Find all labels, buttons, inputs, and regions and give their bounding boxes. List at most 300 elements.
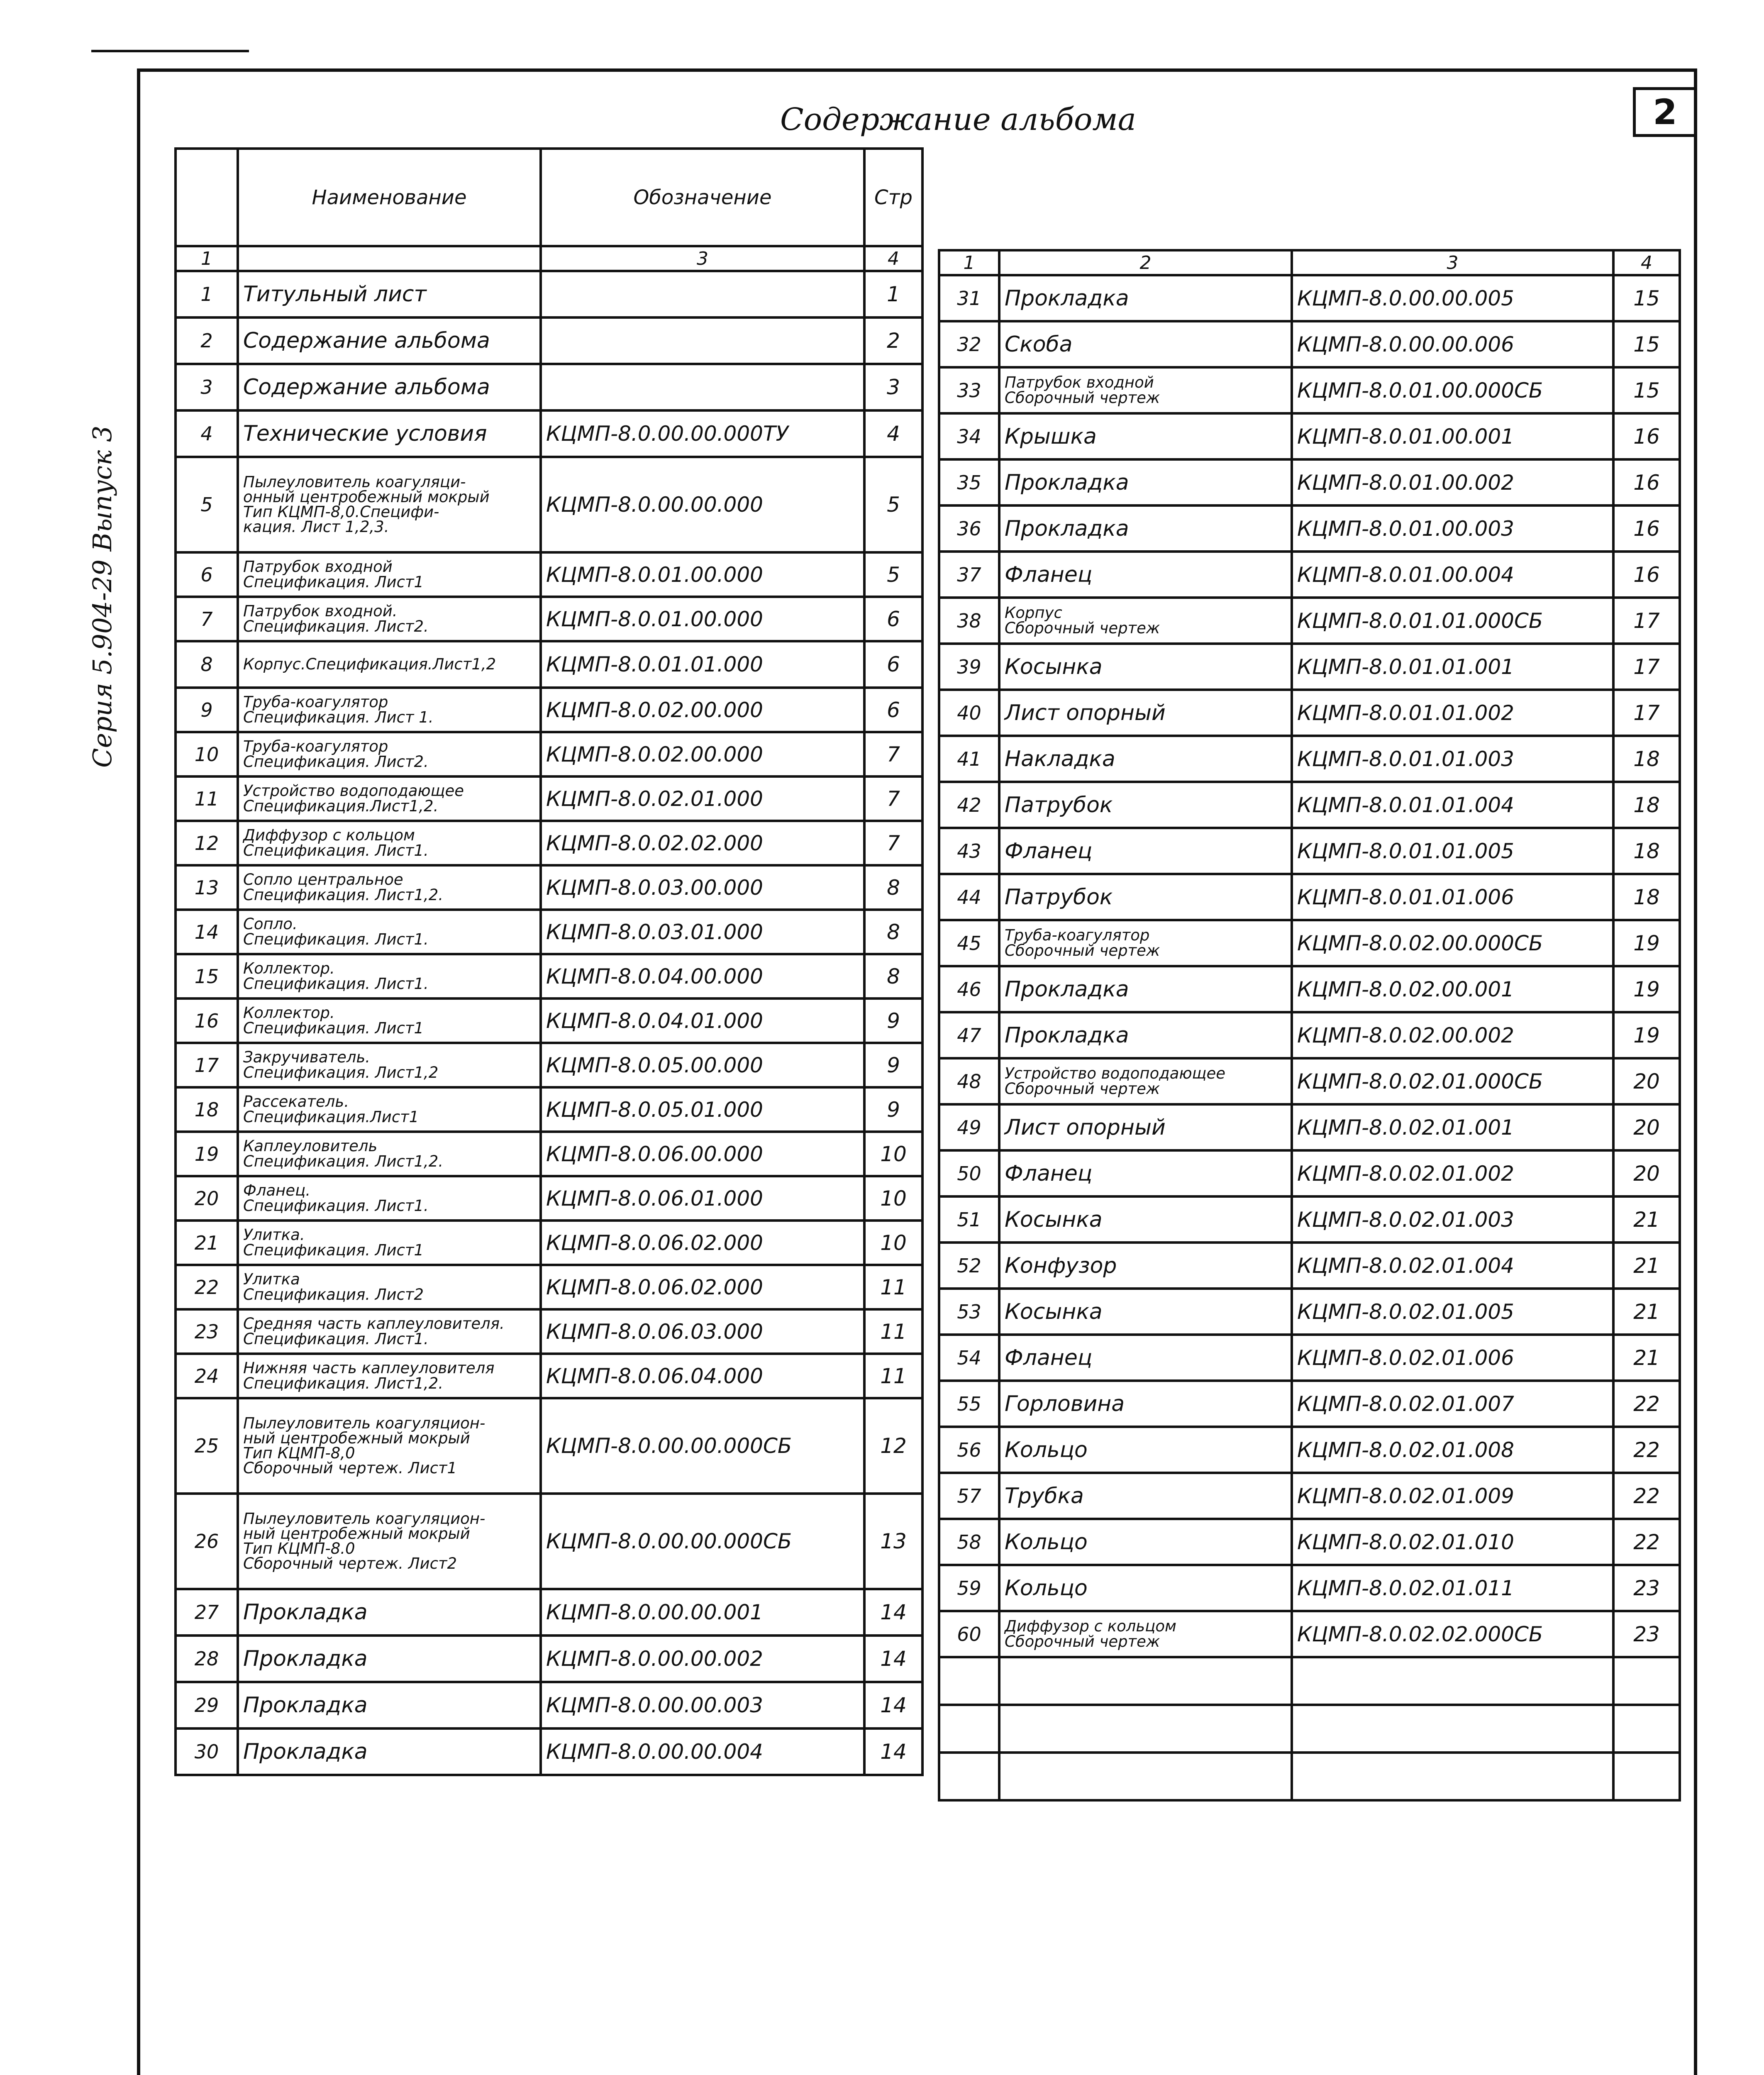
table-row bbox=[176, 1132, 922, 1176]
table-row bbox=[939, 505, 1680, 552]
row-number: 16 bbox=[176, 998, 238, 1043]
item-page: 2 bbox=[864, 317, 922, 364]
item-page: 11 bbox=[864, 1309, 922, 1354]
item-name: Фланец. Спецификация. Лист1. bbox=[238, 1176, 541, 1221]
item-designation: КЦМП-8.0.02.00.000СБ bbox=[1292, 920, 1613, 966]
empty-row bbox=[939, 1705, 1680, 1753]
item-designation bbox=[541, 271, 864, 317]
row-number: 49 bbox=[939, 1104, 999, 1150]
row-number: 27 bbox=[176, 1589, 238, 1636]
row-number: 29 bbox=[176, 1682, 238, 1728]
row-number: 32 bbox=[939, 321, 999, 367]
item-designation: КЦМП-8.0.01.01.005 bbox=[1292, 828, 1613, 874]
row-number: 48 bbox=[939, 1058, 999, 1104]
item-page: 3 bbox=[864, 364, 922, 410]
item-designation: КЦМП-8.0.00.00.002 bbox=[541, 1636, 864, 1682]
row-number: 23 bbox=[176, 1309, 238, 1354]
contents-table-left bbox=[174, 147, 924, 1776]
table-row bbox=[939, 1243, 1680, 1289]
row-number: 53 bbox=[939, 1289, 999, 1335]
table-row bbox=[176, 597, 922, 641]
item-designation: КЦМП-8.0.02.02.000 bbox=[541, 821, 864, 865]
table-row bbox=[939, 828, 1680, 874]
table-row bbox=[176, 688, 922, 732]
table-row bbox=[939, 644, 1680, 690]
item-designation: КЦМП-8.0.01.01.006 bbox=[1292, 874, 1613, 920]
empty-cell bbox=[1613, 1753, 1680, 1800]
item-designation: КЦМП-8.0.00.00.000СБ bbox=[541, 1398, 864, 1494]
table-row bbox=[176, 1309, 922, 1354]
item-page: 10 bbox=[864, 1132, 922, 1176]
item-name: Фланец bbox=[999, 828, 1292, 874]
item-page: 11 bbox=[864, 1265, 922, 1309]
row-number: 52 bbox=[939, 1243, 999, 1289]
table-row bbox=[939, 1565, 1680, 1611]
item-name: Технические условия bbox=[238, 410, 541, 457]
item-name: Корпус Сборочный чертеж bbox=[999, 598, 1292, 644]
row-number: 22 bbox=[176, 1265, 238, 1309]
table-row bbox=[176, 317, 922, 364]
item-name: Кольцо bbox=[999, 1427, 1292, 1473]
item-page: 23 bbox=[1613, 1611, 1680, 1657]
empty-cell bbox=[1292, 1657, 1613, 1705]
table-row bbox=[939, 1104, 1680, 1150]
item-name: Прокладка bbox=[238, 1589, 541, 1636]
table-row bbox=[176, 821, 922, 865]
item-page: 8 bbox=[864, 865, 922, 910]
item-page: 9 bbox=[864, 998, 922, 1043]
col-number: 3 bbox=[1292, 250, 1613, 275]
table-row bbox=[176, 1221, 922, 1265]
table-row bbox=[939, 1335, 1680, 1381]
item-page: 15 bbox=[1613, 321, 1680, 367]
row-number: 41 bbox=[939, 736, 999, 782]
column-number-row bbox=[939, 250, 1680, 275]
item-name: Труба-коагулятор Спецификация. Лист2. bbox=[238, 732, 541, 776]
header-code: Обозначение bbox=[541, 149, 864, 246]
item-name: Лист опорный bbox=[999, 690, 1292, 736]
item-page: 22 bbox=[1613, 1519, 1680, 1565]
row-number: 57 bbox=[939, 1473, 999, 1519]
item-designation: КЦМП-8.0.06.03.000 bbox=[541, 1309, 864, 1354]
table-row bbox=[176, 271, 922, 317]
item-name: Прокладка bbox=[999, 505, 1292, 552]
item-page: 5 bbox=[864, 457, 922, 552]
table-row bbox=[176, 1636, 922, 1682]
item-page: 8 bbox=[864, 954, 922, 998]
item-designation: КЦМП-8.0.02.01.001 bbox=[1292, 1104, 1613, 1150]
table-row bbox=[939, 1058, 1680, 1104]
row-number: 24 bbox=[176, 1354, 238, 1398]
item-name: Скоба bbox=[999, 321, 1292, 367]
empty-cell bbox=[1613, 1657, 1680, 1705]
row-number: 46 bbox=[939, 966, 999, 1012]
item-page: 19 bbox=[1613, 966, 1680, 1012]
item-page: 15 bbox=[1613, 275, 1680, 321]
item-page: 21 bbox=[1613, 1243, 1680, 1289]
table-row bbox=[939, 920, 1680, 966]
table-row bbox=[176, 998, 922, 1043]
row-number: 33 bbox=[939, 367, 999, 413]
col-number: 1 bbox=[939, 250, 999, 275]
table-row bbox=[176, 1494, 922, 1589]
item-page: 14 bbox=[864, 1636, 922, 1682]
col-number: 2 bbox=[999, 250, 1292, 275]
row-number: 44 bbox=[939, 874, 999, 920]
item-page: 1 bbox=[864, 271, 922, 317]
item-page: 22 bbox=[1613, 1427, 1680, 1473]
empty-cell bbox=[999, 1705, 1292, 1753]
item-page: 8 bbox=[864, 910, 922, 954]
item-designation: КЦМП-8.0.00.00.000СБ bbox=[541, 1494, 864, 1589]
row-number: 45 bbox=[939, 920, 999, 966]
row-number: 58 bbox=[939, 1519, 999, 1565]
row-number: 2 bbox=[176, 317, 238, 364]
item-page: 14 bbox=[864, 1589, 922, 1636]
row-number: 43 bbox=[939, 828, 999, 874]
item-page: 14 bbox=[864, 1728, 922, 1775]
row-number: 40 bbox=[939, 690, 999, 736]
row-number: 1 bbox=[176, 271, 238, 317]
table-row bbox=[176, 776, 922, 821]
item-designation: КЦМП-8.0.01.01.001 bbox=[1292, 644, 1613, 690]
empty-row bbox=[939, 1753, 1680, 1800]
row-number: 26 bbox=[176, 1494, 238, 1589]
table-row bbox=[939, 1381, 1680, 1427]
item-name: Косынка bbox=[999, 644, 1292, 690]
row-number: 14 bbox=[176, 910, 238, 954]
table-row bbox=[939, 782, 1680, 828]
item-page: 17 bbox=[1613, 644, 1680, 690]
table-row bbox=[176, 1043, 922, 1087]
item-designation: КЦМП-8.0.02.01.009 bbox=[1292, 1473, 1613, 1519]
item-designation: КЦМП-8.0.02.01.011 bbox=[1292, 1565, 1613, 1611]
row-number: 21 bbox=[176, 1221, 238, 1265]
item-page: 16 bbox=[1613, 505, 1680, 552]
item-name: Патрубок входной Спецификация. Лист1 bbox=[238, 552, 541, 597]
item-name: Корпус.Спецификация.Лист1,2 bbox=[238, 641, 541, 688]
table-row bbox=[176, 732, 922, 776]
item-name: Фланец bbox=[999, 552, 1292, 598]
item-designation: КЦМП-8.0.01.01.000 bbox=[541, 641, 864, 688]
item-designation: КЦМП-8.0.06.04.000 bbox=[541, 1354, 864, 1398]
item-name: Устройство водоподающее Сборочный чертеж bbox=[999, 1058, 1292, 1104]
item-designation: КЦМП-8.0.01.01.002 bbox=[1292, 690, 1613, 736]
row-number: 35 bbox=[939, 459, 999, 505]
row-number: 54 bbox=[939, 1335, 999, 1381]
item-name: Фланец bbox=[999, 1335, 1292, 1381]
row-number: 12 bbox=[176, 821, 238, 865]
item-designation: КЦМП-8.0.01.00.000 bbox=[541, 552, 864, 597]
item-name: Патрубок bbox=[999, 874, 1292, 920]
item-name: Крышка bbox=[999, 413, 1292, 459]
item-page: 7 bbox=[864, 776, 922, 821]
item-designation: КЦМП-8.0.02.01.006 bbox=[1292, 1335, 1613, 1381]
item-name: Патрубок bbox=[999, 782, 1292, 828]
col-number: 1 bbox=[176, 246, 238, 271]
item-name: Прокладка bbox=[238, 1728, 541, 1775]
item-name: Коллектор. Спецификация. Лист1. bbox=[238, 954, 541, 998]
item-page: 10 bbox=[864, 1221, 922, 1265]
table-row bbox=[939, 690, 1680, 736]
item-page: 20 bbox=[1613, 1150, 1680, 1196]
item-name: Прокладка bbox=[999, 459, 1292, 505]
row-number: 19 bbox=[176, 1132, 238, 1176]
item-page: 15 bbox=[1613, 367, 1680, 413]
item-page: 10 bbox=[864, 1176, 922, 1221]
row-number: 13 bbox=[176, 865, 238, 910]
item-designation: КЦМП-8.0.02.01.007 bbox=[1292, 1381, 1613, 1427]
empty-cell bbox=[999, 1753, 1292, 1800]
item-name: Труба-коагулятор Сборочный чертеж bbox=[999, 920, 1292, 966]
item-name: Фланец bbox=[999, 1150, 1292, 1196]
item-page: 14 bbox=[864, 1682, 922, 1728]
item-designation: КЦМП-8.0.01.00.000 bbox=[541, 597, 864, 641]
table-row bbox=[176, 457, 922, 552]
item-designation: КЦМП-8.0.01.00.002 bbox=[1292, 459, 1613, 505]
item-page: 9 bbox=[864, 1087, 922, 1132]
table-row bbox=[176, 1589, 922, 1636]
empty-cell bbox=[939, 1705, 999, 1753]
item-designation: КЦМП-8.0.00.00.003 bbox=[541, 1682, 864, 1728]
header-name: Наименование bbox=[238, 149, 541, 246]
item-name: Патрубок входной. Спецификация. Лист2. bbox=[238, 597, 541, 641]
item-name: Пылеуловитель коагуляцион- ный центробежный мокрый Тип КЦМП-8,0 Сборочный чертеж. Лист1 bbox=[238, 1398, 541, 1494]
row-number: 25 bbox=[176, 1398, 238, 1494]
row-number: 59 bbox=[939, 1565, 999, 1611]
table-row bbox=[939, 1150, 1680, 1196]
item-name: Лист опорный bbox=[999, 1104, 1292, 1150]
item-page: 22 bbox=[1613, 1381, 1680, 1427]
item-page: 19 bbox=[1613, 1012, 1680, 1058]
item-name: Диффузор с кольцом Сборочный чертеж bbox=[999, 1611, 1292, 1657]
row-number: 51 bbox=[939, 1196, 999, 1243]
table-row bbox=[176, 364, 922, 410]
item-designation: КЦМП-8.0.02.01.000СБ bbox=[1292, 1058, 1613, 1104]
item-name: Прокладка bbox=[238, 1636, 541, 1682]
item-page: 18 bbox=[1613, 782, 1680, 828]
col-number: 3 bbox=[541, 246, 864, 271]
item-name: Устройство водоподающее Спецификация.Лист1,2. bbox=[238, 776, 541, 821]
item-name: Косынка bbox=[999, 1289, 1292, 1335]
col-number: 4 bbox=[1613, 250, 1680, 275]
row-number: 50 bbox=[939, 1150, 999, 1196]
row-number: 37 bbox=[939, 552, 999, 598]
row-number: 55 bbox=[939, 1381, 999, 1427]
item-name: Кольцо bbox=[999, 1565, 1292, 1611]
item-designation bbox=[541, 317, 864, 364]
item-designation: КЦМП-8.0.01.01.004 bbox=[1292, 782, 1613, 828]
item-designation: КЦМП-8.0.04.01.000 bbox=[541, 998, 864, 1043]
row-number: 18 bbox=[176, 1087, 238, 1132]
item-designation: КЦМП-8.0.02.00.001 bbox=[1292, 966, 1613, 1012]
item-designation: КЦМП-8.0.06.02.000 bbox=[541, 1265, 864, 1309]
row-number: 31 bbox=[939, 275, 999, 321]
item-page: 7 bbox=[864, 821, 922, 865]
item-designation: КЦМП-8.0.00.00.000ТУ bbox=[541, 410, 864, 457]
item-designation: КЦМП-8.0.00.00.006 bbox=[1292, 321, 1613, 367]
item-name: Прокладка bbox=[238, 1682, 541, 1728]
table-row bbox=[176, 865, 922, 910]
item-designation: КЦМП-8.0.01.00.001 bbox=[1292, 413, 1613, 459]
item-page: 6 bbox=[864, 641, 922, 688]
table-row bbox=[176, 1682, 922, 1728]
item-page: 23 bbox=[1613, 1565, 1680, 1611]
row-number: 39 bbox=[939, 644, 999, 690]
empty-cell bbox=[939, 1657, 999, 1705]
item-designation: КЦМП-8.0.02.00.000 bbox=[541, 688, 864, 732]
table-row bbox=[939, 275, 1680, 321]
item-designation: КЦМП-8.0.06.02.000 bbox=[541, 1221, 864, 1265]
table-row bbox=[939, 1196, 1680, 1243]
table-row bbox=[939, 1611, 1680, 1657]
item-designation: КЦМП-8.0.05.00.000 bbox=[541, 1043, 864, 1087]
empty-cell bbox=[939, 1753, 999, 1800]
item-page: 17 bbox=[1613, 598, 1680, 644]
table-row bbox=[939, 413, 1680, 459]
row-number: 47 bbox=[939, 1012, 999, 1058]
row-number: 9 bbox=[176, 688, 238, 732]
item-designation: КЦМП-8.0.06.01.000 bbox=[541, 1176, 864, 1221]
item-designation: КЦМП-8.0.05.01.000 bbox=[541, 1087, 864, 1132]
item-name: Прокладка bbox=[999, 275, 1292, 321]
item-page: 21 bbox=[1613, 1196, 1680, 1243]
table-row bbox=[176, 954, 922, 998]
item-designation: КЦМП-8.0.01.01.003 bbox=[1292, 736, 1613, 782]
item-designation: КЦМП-8.0.01.00.004 bbox=[1292, 552, 1613, 598]
row-number: 36 bbox=[939, 505, 999, 552]
row-number: 7 bbox=[176, 597, 238, 641]
table-row bbox=[939, 367, 1680, 413]
row-number: 6 bbox=[176, 552, 238, 597]
item-page: 16 bbox=[1613, 459, 1680, 505]
item-page: 12 bbox=[864, 1398, 922, 1494]
table-row bbox=[939, 966, 1680, 1012]
item-designation: КЦМП-8.0.00.00.000 bbox=[541, 457, 864, 552]
table-row bbox=[939, 552, 1680, 598]
item-page: 18 bbox=[1613, 828, 1680, 874]
item-name: Конфузор bbox=[999, 1243, 1292, 1289]
table-row bbox=[176, 1728, 922, 1775]
item-designation: КЦМП-8.0.06.00.000 bbox=[541, 1132, 864, 1176]
item-designation: КЦМП-8.0.02.01.004 bbox=[1292, 1243, 1613, 1289]
row-number: 38 bbox=[939, 598, 999, 644]
item-designation: КЦМП-8.0.02.01.003 bbox=[1292, 1196, 1613, 1243]
table-row bbox=[939, 598, 1680, 644]
item-name: Рассекатель. Спецификация.Лист1 bbox=[238, 1087, 541, 1132]
item-name: Нижняя часть каплеуловителя Спецификация. Лист1,2. bbox=[238, 1354, 541, 1398]
item-designation: КЦМП-8.0.02.02.000СБ bbox=[1292, 1611, 1613, 1657]
item-name: Коллектор. Спецификация. Лист1 bbox=[238, 998, 541, 1043]
item-name: Труба-коагулятор Спецификация. Лист 1. bbox=[238, 688, 541, 732]
row-number: 60 bbox=[939, 1611, 999, 1657]
item-page: 11 bbox=[864, 1354, 922, 1398]
table-row bbox=[176, 1087, 922, 1132]
header-page: Стр bbox=[864, 149, 922, 246]
empty-cell bbox=[999, 1657, 1292, 1705]
item-page: 6 bbox=[864, 688, 922, 732]
item-designation: КЦМП-8.0.01.00.000СБ bbox=[1292, 367, 1613, 413]
table-row bbox=[176, 552, 922, 597]
item-name: Прокладка bbox=[999, 966, 1292, 1012]
item-name: Косынка bbox=[999, 1196, 1292, 1243]
item-page: 17 bbox=[1613, 690, 1680, 736]
item-name: Каплеуловитель Спецификация. Лист1,2. bbox=[238, 1132, 541, 1176]
row-number: 8 bbox=[176, 641, 238, 688]
item-designation: КЦМП-8.0.01.00.003 bbox=[1292, 505, 1613, 552]
item-designation: КЦМП-8.0.03.00.000 bbox=[541, 865, 864, 910]
col-number: 4 bbox=[864, 246, 922, 271]
item-name: Улитка Спецификация. Лист2 bbox=[238, 1265, 541, 1309]
item-page: 4 bbox=[864, 410, 922, 457]
item-designation: КЦМП-8.0.00.00.001 bbox=[541, 1589, 864, 1636]
item-page: 9 bbox=[864, 1043, 922, 1087]
item-page: 7 bbox=[864, 732, 922, 776]
row-number: 56 bbox=[939, 1427, 999, 1473]
item-page: 18 bbox=[1613, 874, 1680, 920]
table-row bbox=[939, 459, 1680, 505]
item-page: 22 bbox=[1613, 1473, 1680, 1519]
item-name: Содержание альбома bbox=[238, 364, 541, 410]
row-number: 42 bbox=[939, 782, 999, 828]
row-number: 17 bbox=[176, 1043, 238, 1087]
item-name: Средняя часть каплеуловителя. Спецификация. Лист1. bbox=[238, 1309, 541, 1354]
item-designation: КЦМП-8.0.03.01.000 bbox=[541, 910, 864, 954]
item-name: Диффузор с кольцом Спецификация. Лист1. bbox=[238, 821, 541, 865]
header-num bbox=[176, 149, 238, 246]
series-label: Серия 5.904-29 Выпуск 3 bbox=[87, 425, 117, 768]
table-row bbox=[939, 321, 1680, 367]
item-name: Кольцо bbox=[999, 1519, 1292, 1565]
table-row bbox=[176, 1176, 922, 1221]
table-row bbox=[176, 1354, 922, 1398]
item-name: Улитка. Спецификация. Лист1 bbox=[238, 1221, 541, 1265]
item-designation: КЦМП-8.0.04.00.000 bbox=[541, 954, 864, 998]
item-designation: КЦМП-8.0.02.01.010 bbox=[1292, 1519, 1613, 1565]
item-name: Сопло. Спецификация. Лист1. bbox=[238, 910, 541, 954]
header-row bbox=[176, 149, 922, 246]
row-number: 4 bbox=[176, 410, 238, 457]
item-page: 16 bbox=[1613, 552, 1680, 598]
table-row bbox=[176, 410, 922, 457]
row-number: 5 bbox=[176, 457, 238, 552]
item-name: Прокладка bbox=[999, 1012, 1292, 1058]
table-row bbox=[176, 1265, 922, 1309]
sheet-number: 2 bbox=[1633, 87, 1697, 137]
item-page: 16 bbox=[1613, 413, 1680, 459]
item-name: Накладка bbox=[999, 736, 1292, 782]
item-name: Сопло центральное Спецификация. Лист1,2. bbox=[238, 865, 541, 910]
item-designation: КЦМП-8.0.02.01.000 bbox=[541, 776, 864, 821]
table-row bbox=[939, 1519, 1680, 1565]
item-name: Содержание альбома bbox=[238, 317, 541, 364]
item-page: 20 bbox=[1613, 1104, 1680, 1150]
table-row bbox=[939, 1012, 1680, 1058]
empty-cell bbox=[1613, 1705, 1680, 1753]
item-designation: КЦМП-8.0.02.01.002 bbox=[1292, 1150, 1613, 1196]
item-page: 19 bbox=[1613, 920, 1680, 966]
item-name: Горловина bbox=[999, 1381, 1292, 1427]
table-row bbox=[939, 1289, 1680, 1335]
table-row bbox=[939, 1473, 1680, 1519]
column-number-row bbox=[176, 246, 922, 271]
contents-table-right bbox=[938, 249, 1681, 1802]
table-row bbox=[939, 736, 1680, 782]
table-row bbox=[176, 910, 922, 954]
item-page: 5 bbox=[864, 552, 922, 597]
item-designation: КЦМП-8.0.01.01.000СБ bbox=[1292, 598, 1613, 644]
row-number: 30 bbox=[176, 1728, 238, 1775]
